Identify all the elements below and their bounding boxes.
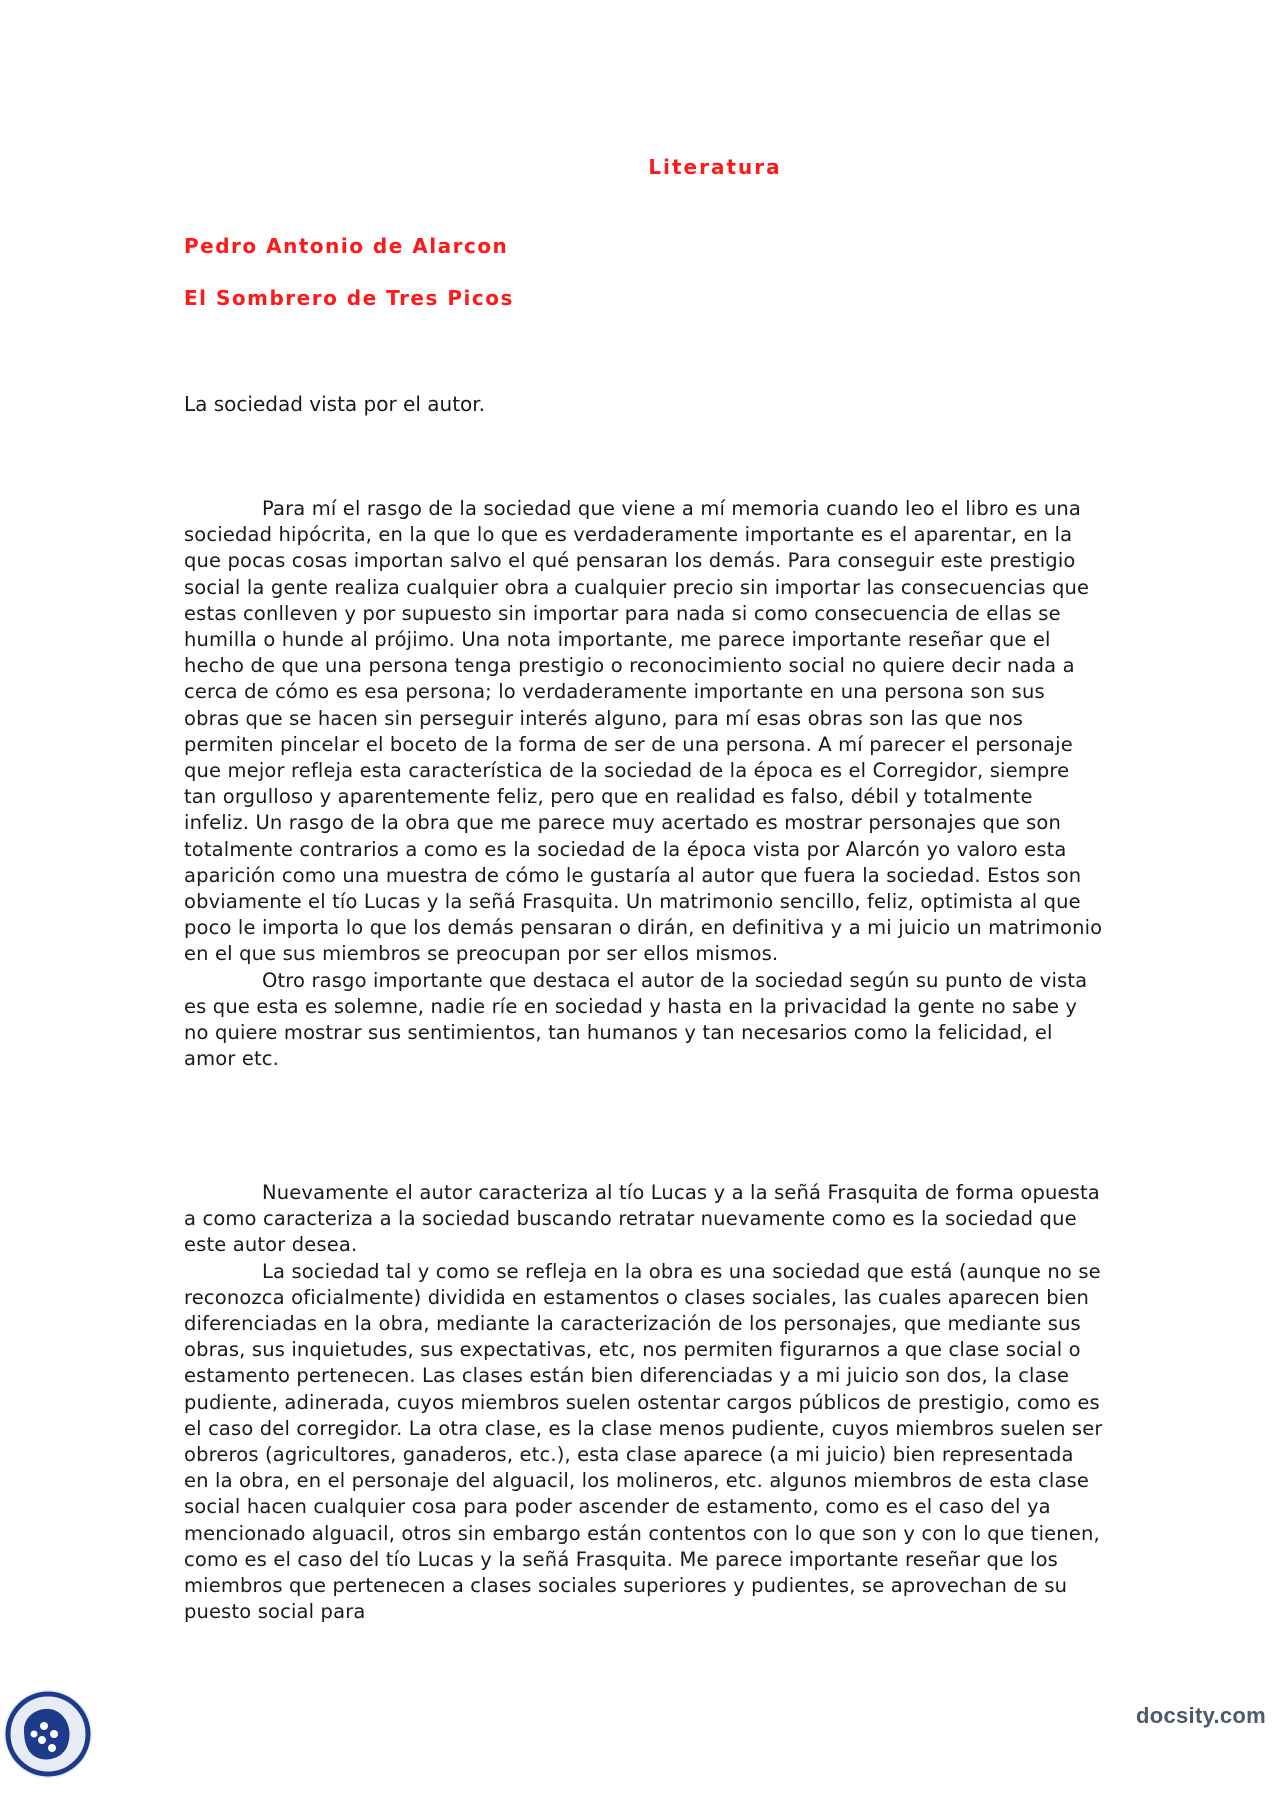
- body-block-2: [184, 1180, 1104, 1625]
- paragraph: Para mí el rasgo de la sociedad que viene a mí memoria cuando leo el libro es una sociedad hipócrita, en la que lo que es verdaderamente importante es el aparentar, en la que pocas cosas importan salvo el qué pensaran los demás. Para conseguir este prestigio social la gente realiza cualquier obra a cualquier precio sin importar las consecuencias que estas conlleven y por supuesto sin importar para nada si como consecuencia de ellas se humilla o hunde al prójimo. Una nota importante, me parece importante reseñar que el hecho de que una persona tenga prestigio o reconocimiento social no quiere decir nada a cerca de cómo es esa persona; lo verdaderamente importante en una persona son sus obras que se hacen sin perseguir interés alguno, para mí esas obras son las que nos permiten pincelar el boceto de la forma de ser de una persona. A mí parecer el personaje que mejor refleja esta característica de la sociedad de la época es el Corregidor, siempre tan orgulloso y aparentemente feliz, pero que en realidad es falso, débil y totalmente infeliz. Un rasgo de la obra que me parece muy acertado es mostrar personajes que son totalmente contrarios a como es la sociedad de la época vista por Alarcón yo valoro esta aparición como una muestra de cómo le gustaría al autor que fuera la sociedad. Estos son obviamente el tío Lucas y la señá Frasquita. Un matrimonio sencillo, feliz, optimista al que poco le importa lo que los demás pensaran o dirán, en definitiva y a mi juicio un matrimonio en el que sus miembros se preocupan por ser ellos mismos.: [184, 497, 1103, 966]
- brand-watermark[interactable]: docsity.com: [1136, 1703, 1267, 1728]
- author-name: Pedro Antonio de Alarcon: [184, 234, 509, 258]
- body-block-1: [184, 496, 1104, 1072]
- docsity-logo-icon[interactable]: [2, 1688, 94, 1780]
- paragraph: La sociedad tal y como se refleja en la obra es una sociedad que está (aunque no se reconozca oficialmente) dividida en estamentos o clases sociales, las cuales aparecen bien diferenciadas en la obra, mediante la caracterización de los personajes, que mediante sus obras, sus inquietudes, sus expectativas, etc, nos permiten figurarnos a que clase social o estamento pertenecen. Las clases están bien diferenciadas y a mi juicio son dos, la clase pudiente, adinerada, cuyos miembros suelen ostentar cargos públicos de prestigio, como es el caso del corregidor. La otra clase, es la clase menos pudiente, cuyos miembros suelen ser obreros (agricultores, ganaderos, etc.), esta clase aparece (a mi juicio) bien representada en la obra, en el personaje del alguacil, los molineros, etc. algunos miembros de esta clase social hacen cualquier cosa para poder ascender de estamento, como es el caso del ya mencionado alguacil, otros sin embargo están contentos con lo que son y con lo que tienen, como es el caso del tío Lucas y la señá Frasquita. Me parece importante reseñar que los miembros que pertenecen a clases sociales superiores y pudientes, se aprovechan de su puesto social para: [184, 1259, 1103, 1624]
- book-title: El Sombrero de Tres Picos: [184, 286, 514, 310]
- page-title: Literatura: [648, 155, 782, 179]
- paragraph: Nuevamente el autor caracteriza al tío Lucas y a la señá Frasquita de forma opuesta a como caracteriza a la sociedad buscando retratar nuevamente como es la sociedad que este autor desea.: [184, 1181, 1100, 1257]
- section-heading: La sociedad vista por el autor.: [184, 392, 486, 416]
- paragraph: Otro rasgo importante que destaca el autor de la sociedad según su punto de vista es que esta es solemne, nadie ríe en sociedad y hasta en la privacidad la gente no sabe y no quiere mostrar sus sentimientos, tan humanos y tan necesarios como la felicidad, el amor etc.: [184, 968, 1088, 1071]
